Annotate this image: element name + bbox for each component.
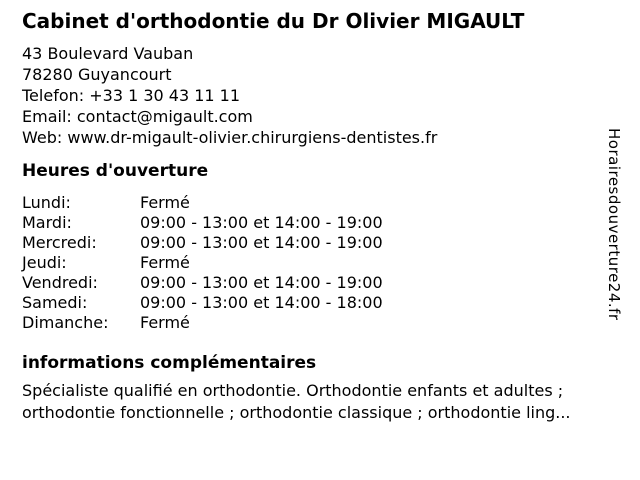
address-line-1: 43 Boulevard Vauban (22, 44, 194, 63)
hours-value: Fermé (140, 253, 190, 272)
hours-value: 09:00 - 13:00 et 14:00 - 19:00 (140, 273, 383, 292)
opening-hours-heading: Heures d'ouverture (22, 161, 209, 181)
day-label: Samedi: (22, 293, 88, 312)
website-line: Web: www.dr-migault-olivier.chirurgiens-dentistes.fr (22, 128, 438, 147)
hours-value: 09:00 - 13:00 et 14:00 - 18:00 (140, 293, 383, 312)
day-label: Dimanche: (22, 313, 109, 332)
contact-info-block (22, 43, 437, 148)
day-label: Lundi: (22, 193, 71, 212)
opening-hours-table (22, 193, 383, 333)
watermark-brand-vertical: Horairesdouverture24.fr (605, 128, 623, 321)
page-title: Cabinet d'orthodontie du Dr Olivier MIGAULT (22, 9, 525, 33)
opening-hours-row-wednesday (22, 233, 383, 253)
email-line: Email: contact@migault.com (22, 107, 253, 126)
hours-value: 09:00 - 13:00 et 14:00 - 19:00 (140, 233, 383, 252)
hours-value: 09:00 - 13:00 et 14:00 - 19:00 (140, 213, 383, 232)
additional-info-text: Spécialiste qualifié en orthodontie. Orthodontie enfants et adultes ; orthodontie fonctionnelle ; orthodontie classique ; orthodontie ling... (22, 381, 571, 422)
day-label: Jeudi: (22, 253, 67, 272)
opening-hours-row-friday (22, 273, 383, 293)
phone-line: Telefon: +33 1 30 43 11 11 (22, 86, 241, 105)
hours-value: Fermé (140, 193, 190, 212)
opening-hours-row-monday (22, 193, 383, 213)
day-label: Vendredi: (22, 273, 98, 292)
hours-value: Fermé (140, 313, 190, 332)
address-line-2: 78280 Guyancourt (22, 65, 172, 84)
day-label: Mardi: (22, 213, 72, 232)
opening-hours-row-sunday (22, 313, 383, 333)
opening-hours-row-tuesday (22, 213, 383, 233)
opening-hours-row-thursday (22, 253, 383, 273)
additional-info-heading: informations complémentaires (22, 353, 317, 373)
opening-hours-row-saturday (22, 293, 383, 313)
day-label: Mercredi: (22, 233, 97, 252)
